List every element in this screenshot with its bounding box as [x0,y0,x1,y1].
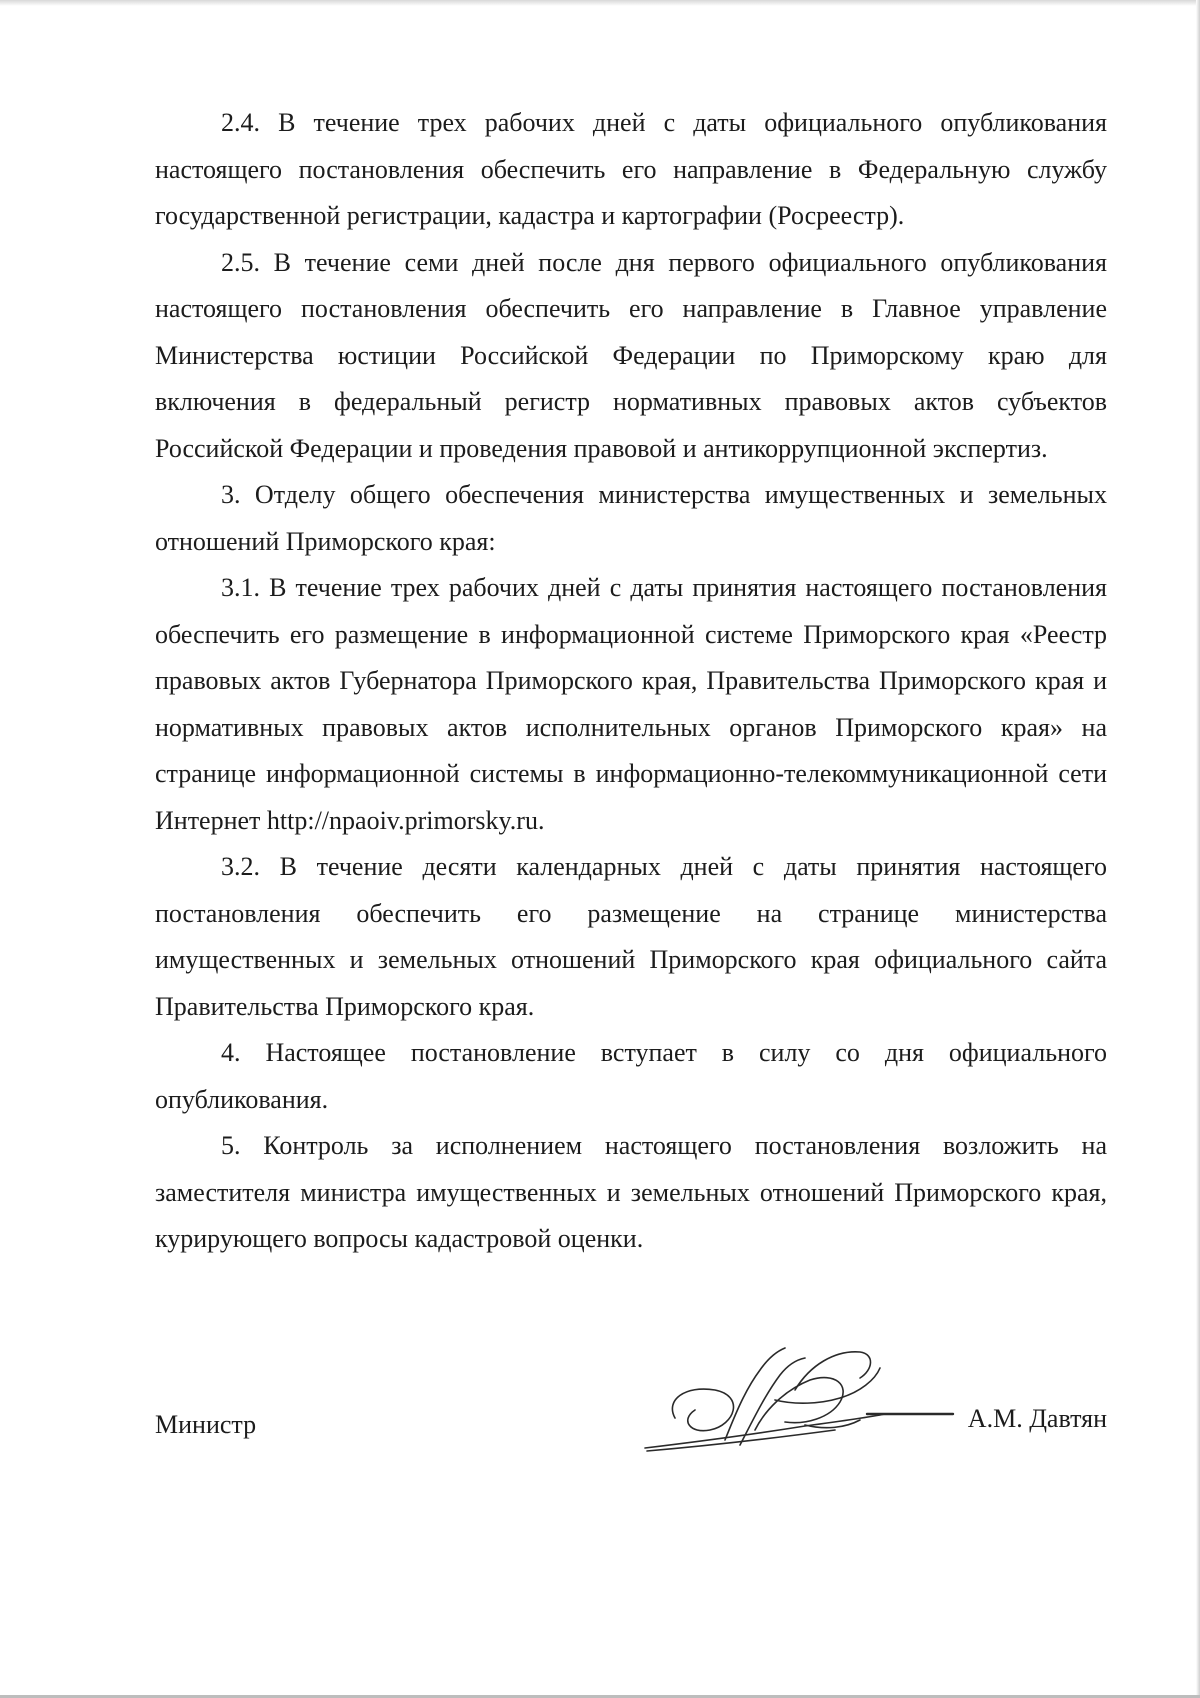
paragraph-5: 5. Контроль за исполнением настоящего постановления возложить на заместителя министра имущественных и земельных отношений Приморского края, курирующего вопросы кадастровой оценки. [155,1131,1107,1253]
signatory-name: А.М. Давтян [967,1404,1107,1433]
paragraph-3-1: 3.1. В течение трех рабочих дней с даты принятия настоящего постановления обеспечить его размещение в информационной системе Приморского края «Реестр правовых актов Губернатора Приморского края, Правительства Приморского края и нормативных правовых актов исполнительных органов Приморского края» на странице информационной системы в информационно-телекоммуникационной сети Интернет http://npaoiv.primorsky.ru. [155,573,1107,835]
paragraph-4: 4. Настоящее постановление вступает в силу со дня официального опубликования. [155,1038,1107,1114]
signatory-role: Министр [155,1410,257,1439]
paragraph-3-2: 3.2. В течение десяти календарных дней с даты принятия настоящего постановления обеспечить его размещение на странице министерства имущественных и земельных отношений Приморского края официального сайта Правительства Приморского края. [155,852,1107,1021]
signature-block [155,1330,1107,1450]
paragraph-2-5: 2.5. В течение семи дней после дня первого официального опубликования настоящего постановления обеспечить его направление в Главное управление Министерства юстиции Российской Федерации по Приморскому краю для включения в федеральный регистр нормативных правовых актов субъектов Российской Федерации и проведения правовой и антикоррупционной экспертиз. [155,247,1107,463]
handwritten-signature [635,1330,955,1460]
scan-edge-top [0,0,1200,6]
scan-edge-right [1196,0,1200,1698]
document-body [155,100,1107,1263]
paragraph-3: 3. Отделу общего обеспечения министерства имущественных и земельных отношений Приморского края: [155,480,1107,556]
paragraph-2-4: 2.4. В течение трех рабочих дней с даты официального опубликования настоящего постановления обеспечить его направление в Федеральную службу государственной регистрации, кадастра и картографии (Росреестр). [155,108,1107,230]
